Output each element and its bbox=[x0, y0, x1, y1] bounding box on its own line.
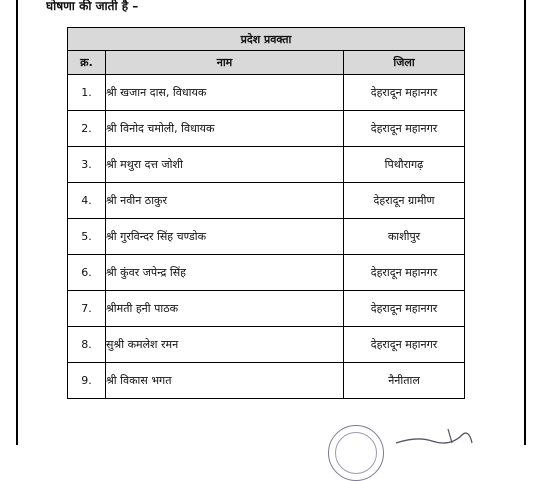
name-cell: श्री नवीन ठाकुर bbox=[106, 183, 344, 219]
name-cell: श्री विनोद चमोली, विधायक bbox=[106, 111, 344, 147]
name-cell: श्री खजान दास, विधायक bbox=[106, 75, 344, 111]
serial-cell: 9. bbox=[68, 363, 106, 399]
serial-cell: 7. bbox=[68, 291, 106, 327]
table-row bbox=[68, 255, 465, 291]
district-cell: देहरादून महानगर bbox=[344, 255, 465, 291]
name-cell: सुश्री कमलेश रमन bbox=[106, 327, 344, 363]
party-stamp-inner-ring bbox=[335, 432, 377, 474]
serial-cell: 6. bbox=[68, 255, 106, 291]
header-serial: क्र. bbox=[68, 51, 106, 75]
district-cell: देहरादून महानगर bbox=[344, 111, 465, 147]
serial-cell: 2. bbox=[68, 111, 106, 147]
district-cell: देहरादून महानगर bbox=[344, 291, 465, 327]
district-cell: देहरादून महानगर bbox=[344, 75, 465, 111]
district-cell: काशीपुर bbox=[344, 219, 465, 255]
page-border-right bbox=[524, 0, 526, 445]
name-cell: श्री विकास भगत bbox=[106, 363, 344, 399]
table-row bbox=[68, 291, 465, 327]
district-cell: देहरादून ग्रामीण bbox=[344, 183, 465, 219]
serial-cell: 1. bbox=[68, 75, 106, 111]
header-district: जिला bbox=[344, 51, 465, 75]
table-row bbox=[68, 183, 465, 219]
district-cell: देहरादून महानगर bbox=[344, 327, 465, 363]
table-title-row bbox=[68, 28, 465, 51]
spokesperson-table bbox=[67, 27, 465, 399]
party-stamp bbox=[328, 425, 384, 481]
serial-cell: 5. bbox=[68, 219, 106, 255]
signature bbox=[392, 425, 482, 445]
table-row bbox=[68, 327, 465, 363]
serial-cell: 3. bbox=[68, 147, 106, 183]
table-row bbox=[68, 147, 465, 183]
name-cell: श्री गुरविन्दर सिंह चण्डोक bbox=[106, 219, 344, 255]
district-cell: नैनीताल bbox=[344, 363, 465, 399]
table-row bbox=[68, 75, 465, 111]
serial-cell: 8. bbox=[68, 327, 106, 363]
table-row bbox=[68, 111, 465, 147]
table-row bbox=[68, 363, 465, 399]
name-cell: श्रीमती हनी पाठक bbox=[106, 291, 344, 327]
name-cell: श्री कुंवर जपेन्द्र सिंह bbox=[106, 255, 344, 291]
district-cell: पिथौरागढ़ bbox=[344, 147, 465, 183]
name-cell: श्री मथुरा दत्त जोशी bbox=[106, 147, 344, 183]
table-header-row bbox=[68, 51, 465, 75]
header-name: नाम bbox=[106, 51, 344, 75]
serial-cell: 4. bbox=[68, 183, 106, 219]
table-title: प्रदेश प्रवक्ता bbox=[68, 28, 465, 51]
intro-text: घोषणा की जाती है – bbox=[46, 0, 139, 12]
table-row bbox=[68, 219, 465, 255]
page-border-left bbox=[16, 0, 18, 445]
